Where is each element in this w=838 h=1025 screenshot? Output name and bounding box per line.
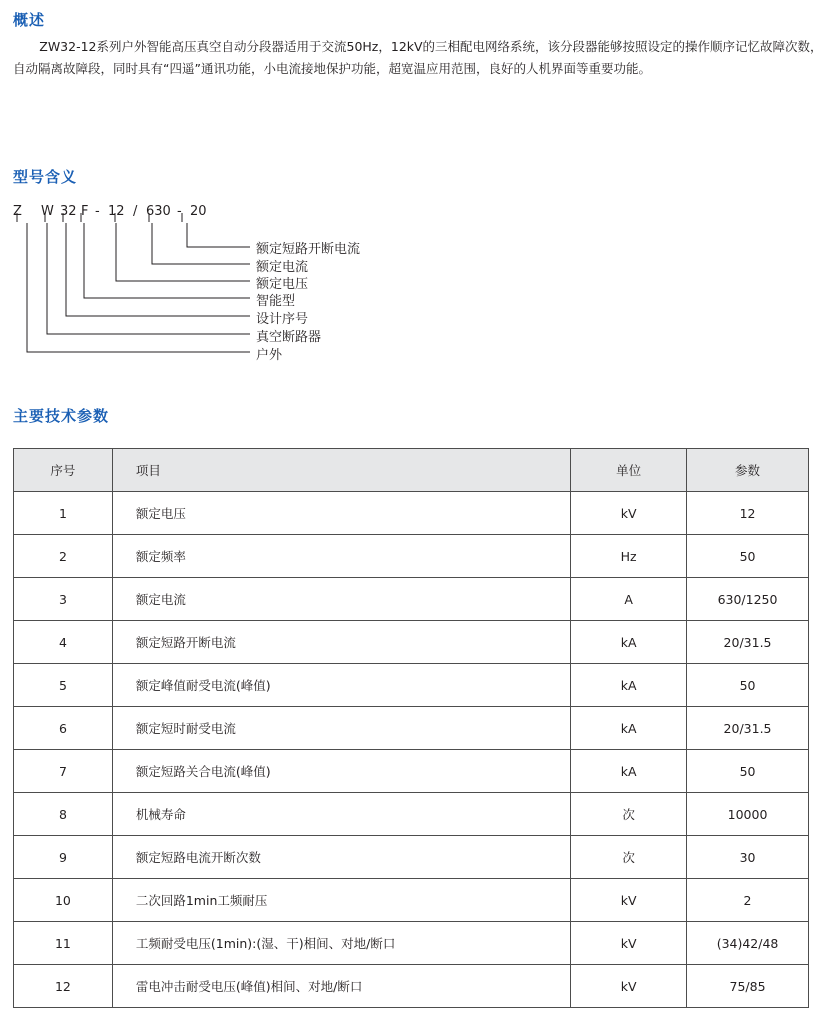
cell-value: 20/31.5: [687, 707, 809, 750]
cell-item: 额定短路开断电流: [112, 621, 570, 664]
header-item: 项目: [112, 449, 570, 492]
overview-heading: 概述: [13, 11, 46, 29]
cell-unit: A: [571, 578, 687, 621]
cell-unit: kV: [571, 492, 687, 535]
cell-unit: kA: [571, 664, 687, 707]
table-row: [14, 578, 809, 621]
cell-item: 额定频率: [112, 535, 570, 578]
cell-value: 30: [687, 836, 809, 879]
table-row: [14, 707, 809, 750]
cell-item: 额定短时耐受电流: [112, 707, 570, 750]
header-index: 序号: [14, 449, 113, 492]
cell-value: 10000: [687, 793, 809, 836]
cell-value: 12: [687, 492, 809, 535]
cell-item: 二次回路1min工频耐压: [112, 879, 570, 922]
table-header-row: [14, 449, 809, 492]
model-label-design-number: 设计序号: [256, 312, 309, 327]
table-row: [14, 965, 809, 1008]
model-label-breaking-current: 额定短路开断电流: [256, 242, 361, 257]
cell-index: 12: [14, 965, 113, 1008]
model-label-rated-voltage: 额定电压: [256, 277, 309, 292]
model-code-part: /: [133, 204, 138, 219]
cell-item: 额定电压: [112, 492, 570, 535]
cell-unit: kA: [571, 707, 687, 750]
table-row: [14, 836, 809, 879]
cell-value: 2: [687, 879, 809, 922]
cell-index: 8: [14, 793, 113, 836]
model-code-part: -: [177, 204, 182, 219]
model-connector-lines: [0, 0, 838, 380]
cell-item: 机械寿命: [112, 793, 570, 836]
model-label-rated-current: 额定电流: [256, 260, 309, 275]
cell-item: 额定峰值耐受电流(峰值): [112, 664, 570, 707]
cell-item: 工频耐受电压(1min):(湿、干)相间、对地/断口: [112, 922, 570, 965]
model-meaning-heading: 型号含义: [13, 168, 78, 186]
table-row: [14, 535, 809, 578]
model-code-part: W: [41, 204, 54, 219]
cell-item: 额定电流: [112, 578, 570, 621]
cell-index: 1: [14, 492, 113, 535]
cell-index: 2: [14, 535, 113, 578]
cell-unit: Hz: [571, 535, 687, 578]
cell-item: 额定短路关合电流(峰值): [112, 750, 570, 793]
header-value: 参数: [687, 449, 809, 492]
cell-value: 50: [687, 750, 809, 793]
table-row: [14, 793, 809, 836]
table-row: [14, 621, 809, 664]
table-row: [14, 922, 809, 965]
model-label-vacuum-breaker: 真空断路器: [256, 330, 322, 345]
model-code-part: 630: [146, 204, 171, 219]
cell-item: 雷电冲击耐受电压(峰值)相间、对地/断口: [112, 965, 570, 1008]
table-row: [14, 492, 809, 535]
model-code-part: F: [81, 204, 89, 219]
model-code-part: -: [95, 204, 100, 219]
cell-index: 11: [14, 922, 113, 965]
table-row: [14, 879, 809, 922]
table-row: [14, 750, 809, 793]
cell-value: 20/31.5: [687, 621, 809, 664]
cell-index: 6: [14, 707, 113, 750]
cell-index: 7: [14, 750, 113, 793]
table-row: [14, 664, 809, 707]
cell-unit: kA: [571, 621, 687, 664]
cell-index: 4: [14, 621, 113, 664]
cell-index: 5: [14, 664, 113, 707]
overview-paragraph: ZW32-12系列户外智能高压真空自动分段器适用于交流50Hz，12kV的三相配电网络系统，该分段器能够按照设定的操作顺序记忆故障次数，自动隔离故障段，同时具有“四遥”通讯功能，小电流接地保护功能，超宽温应用范围，良好的人机界面等重要功能。: [13, 39, 823, 76]
cell-index: 10: [14, 879, 113, 922]
model-label-outdoor: 户外: [256, 348, 283, 363]
model-code-part: 12: [108, 204, 125, 219]
cell-unit: kV: [571, 879, 687, 922]
cell-unit: kV: [571, 922, 687, 965]
cell-item: 额定短路电流开断次数: [112, 836, 570, 879]
cell-index: 9: [14, 836, 113, 879]
cell-value: 75/85: [687, 965, 809, 1008]
cell-value: 630/1250: [687, 578, 809, 621]
header-unit: 单位: [571, 449, 687, 492]
model-label-intelligent: 智能型: [256, 294, 296, 309]
cell-unit: 次: [571, 793, 687, 836]
model-code-part: 32: [60, 204, 77, 219]
tech-params-heading: 主要技术参数: [13, 407, 110, 425]
model-code-part: 20: [190, 204, 207, 219]
cell-value: 50: [687, 535, 809, 578]
cell-index: 3: [14, 578, 113, 621]
cell-unit: 次: [571, 836, 687, 879]
tech-params-table: [13, 448, 809, 1008]
cell-unit: kA: [571, 750, 687, 793]
cell-value: (34)42/48: [687, 922, 809, 965]
cell-unit: kV: [571, 965, 687, 1008]
cell-value: 50: [687, 664, 809, 707]
model-code-part: Z: [13, 204, 22, 219]
